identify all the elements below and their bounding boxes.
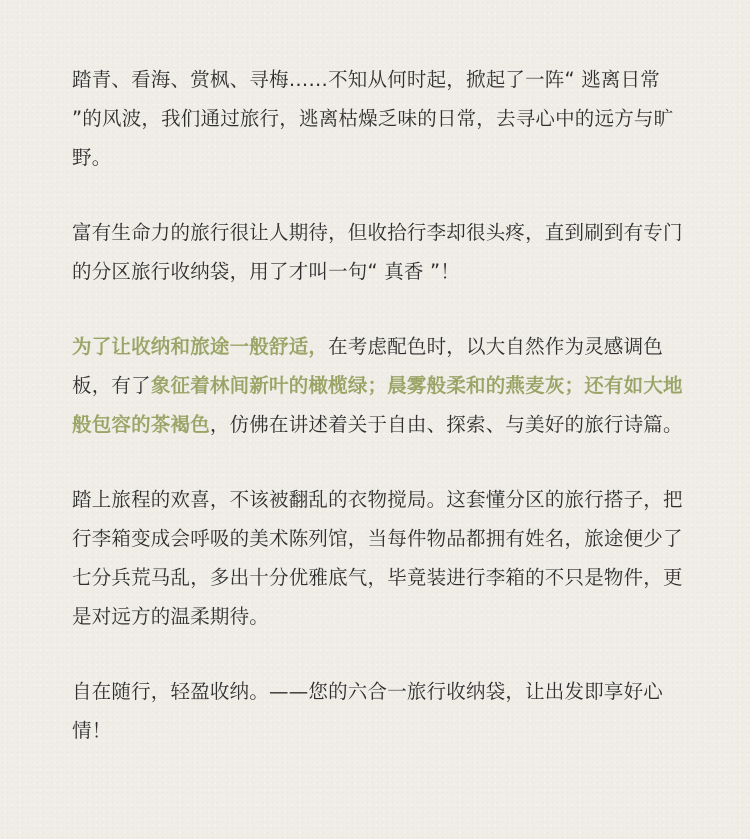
highlight-text: 象征着林间新叶的橄榄绿；晨雾般柔和的燕麦灰；还有如大地般包容的茶褐色 bbox=[72, 374, 683, 436]
text-segment: 踏上旅程的欢喜，不该被翻乱的衣物搅局。这套懂分区的旅行搭子，把行李箱变成会呼吸的美术陈列馆，当每件物品都拥有姓名，旅途便少了七分兵荒马乱，多出十分优雅底气，毕竟装进行李箱的不只是物件，更是对远方的温柔期待。 bbox=[72, 488, 683, 628]
text-segment: 富有生命力的旅行很让人期待，但收拾行李却很头疼，直到刷到有专门的分区旅行收纳袋，用了才叫一句“ 真香 ”！ bbox=[72, 221, 683, 283]
paragraph-closing bbox=[72, 672, 692, 750]
highlight-text: 为了让收纳和旅途一般舒适， bbox=[72, 335, 329, 358]
text-segment: 自在随行，轻盈收纳。——您的六合一旅行收纳袋，让出发即享好心情！ bbox=[72, 680, 664, 742]
paragraph-journey bbox=[72, 480, 692, 636]
text-segment: 踏青、看海、赏枫、寻梅……不知从何时起，掀起了一阵“ 逃离日常 ”的风波，我们通过旅行，逃离枯燥乏味的日常，去寻心中的远方与旷野。 bbox=[72, 68, 674, 169]
paragraph-organizer bbox=[72, 213, 692, 291]
paragraph-intro bbox=[72, 60, 692, 177]
text-segment: 在考虑配色时，以大自然作为灵感调色板，有了 bbox=[72, 335, 664, 397]
paragraph-colors bbox=[72, 327, 692, 444]
text-segment: ，仿佛在讲述着关于自由、探索、与美好的旅行诗篇。 bbox=[209, 413, 683, 436]
